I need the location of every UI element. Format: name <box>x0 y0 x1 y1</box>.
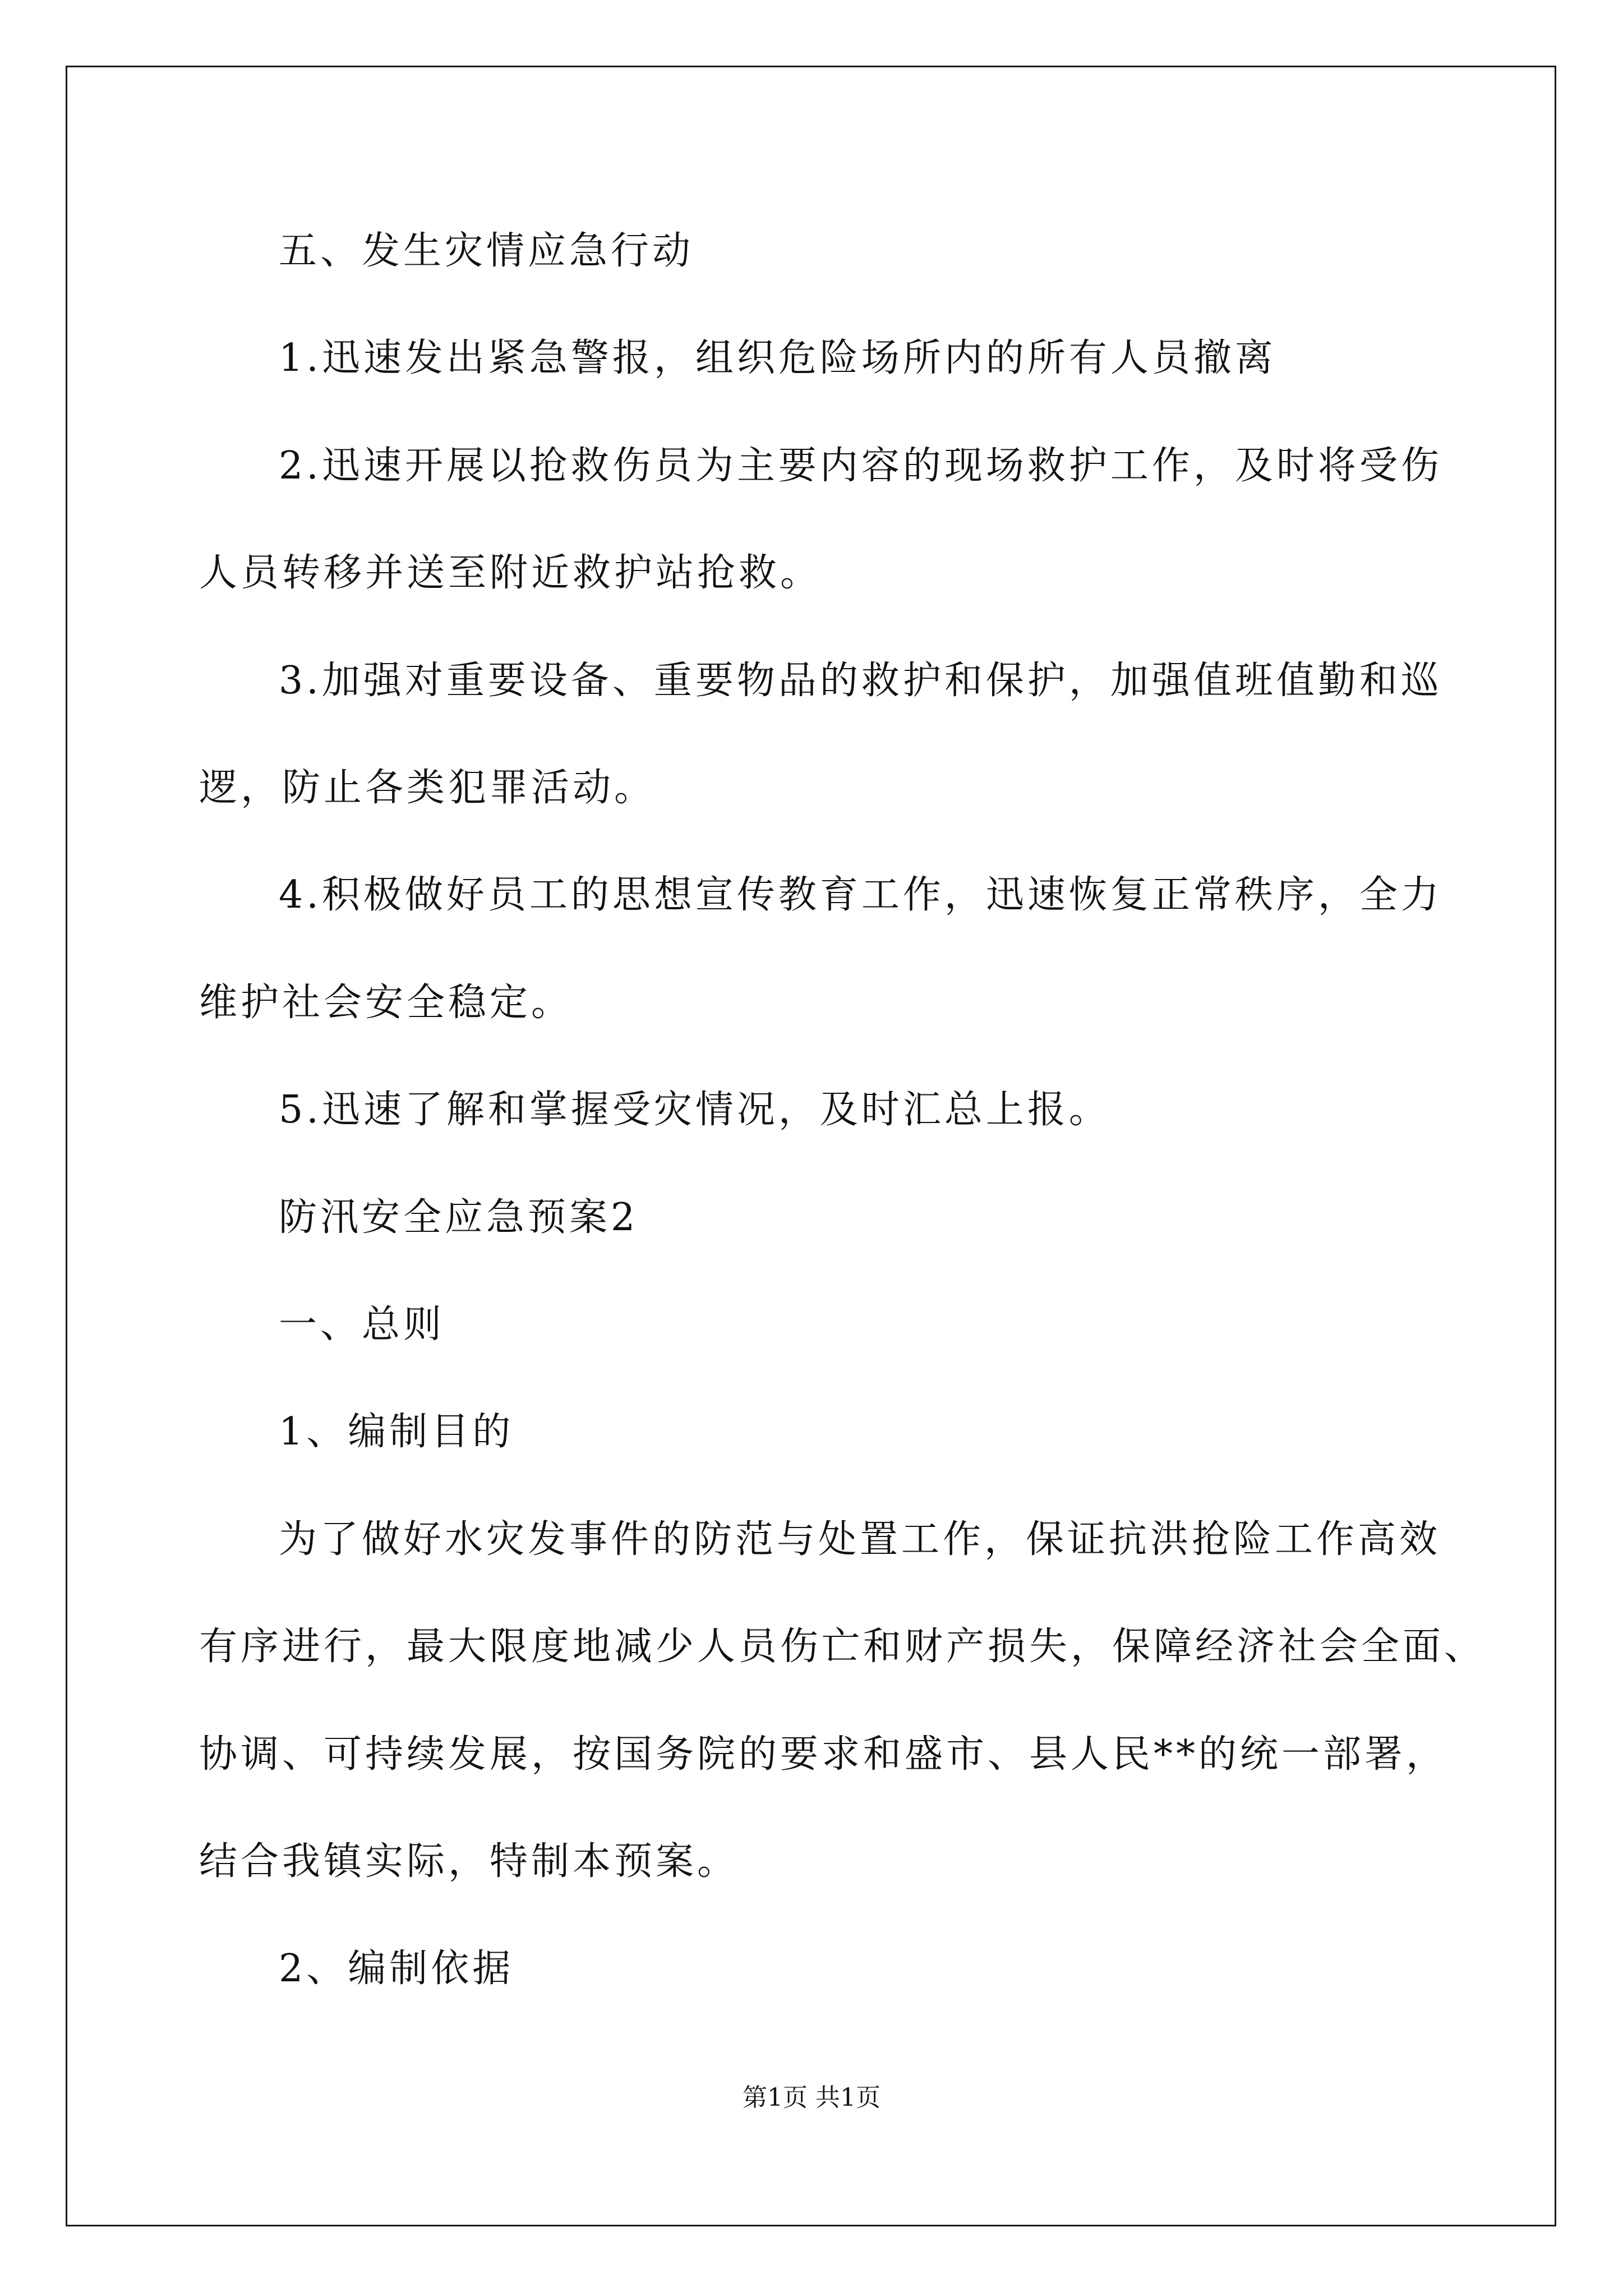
paragraph-line: 逻，防止各类犯罪活动。 <box>199 766 656 810</box>
paragraph-line: 为了做好水灾发事件的防范与处置工作，保证抗洪抢险工作高效 <box>279 1517 1441 1562</box>
paragraph-line: 结合我镇实际，特制本预案。 <box>199 1839 739 1884</box>
section-heading: 一、总则 <box>279 1303 445 1347</box>
paragraph-line: 3.加强对重要设备、重要物品的救护和保护，加强值班值勤和巡 <box>279 659 1442 703</box>
subsection-heading: 1、编制目的 <box>279 1410 514 1454</box>
paragraph-line: 1.迅速发出紧急警报，组织危险场所内的所有人员撤离 <box>279 336 1276 380</box>
paragraph-line: 2.迅速开展以抢救伤员为主要内容的现场救护工作，及时将受伤 <box>279 444 1442 488</box>
paragraph-line: 4.积极做好员工的思想宣传教育工作，迅速恢复正常秩序，全力 <box>279 873 1442 917</box>
document-title: 防汛安全应急预案2 <box>279 1195 639 1240</box>
page-footer: 第1页 共1页 <box>743 2083 880 2112</box>
page-border <box>66 66 1556 2226</box>
section-heading: 五、发生灾情应急行动 <box>279 229 694 273</box>
paragraph-line: 5.迅速了解和掌握受灾情况，及时汇总上报。 <box>279 1088 1110 1132</box>
paragraph-line: 维护社会安全稳定。 <box>199 981 573 1025</box>
paragraph-line: 人员转移并送至附近救护站抢救。 <box>199 551 822 595</box>
paragraph-line: 协调、可持续发展，按国务院的要求和盛市、县人民**的统一部署， <box>199 1732 1448 1777</box>
paragraph-line: 有序进行，最大限度地减少人员伤亡和财产损失，保障经济社会全面、 <box>199 1625 1486 1669</box>
subsection-heading: 2、编制依据 <box>279 1947 514 1991</box>
